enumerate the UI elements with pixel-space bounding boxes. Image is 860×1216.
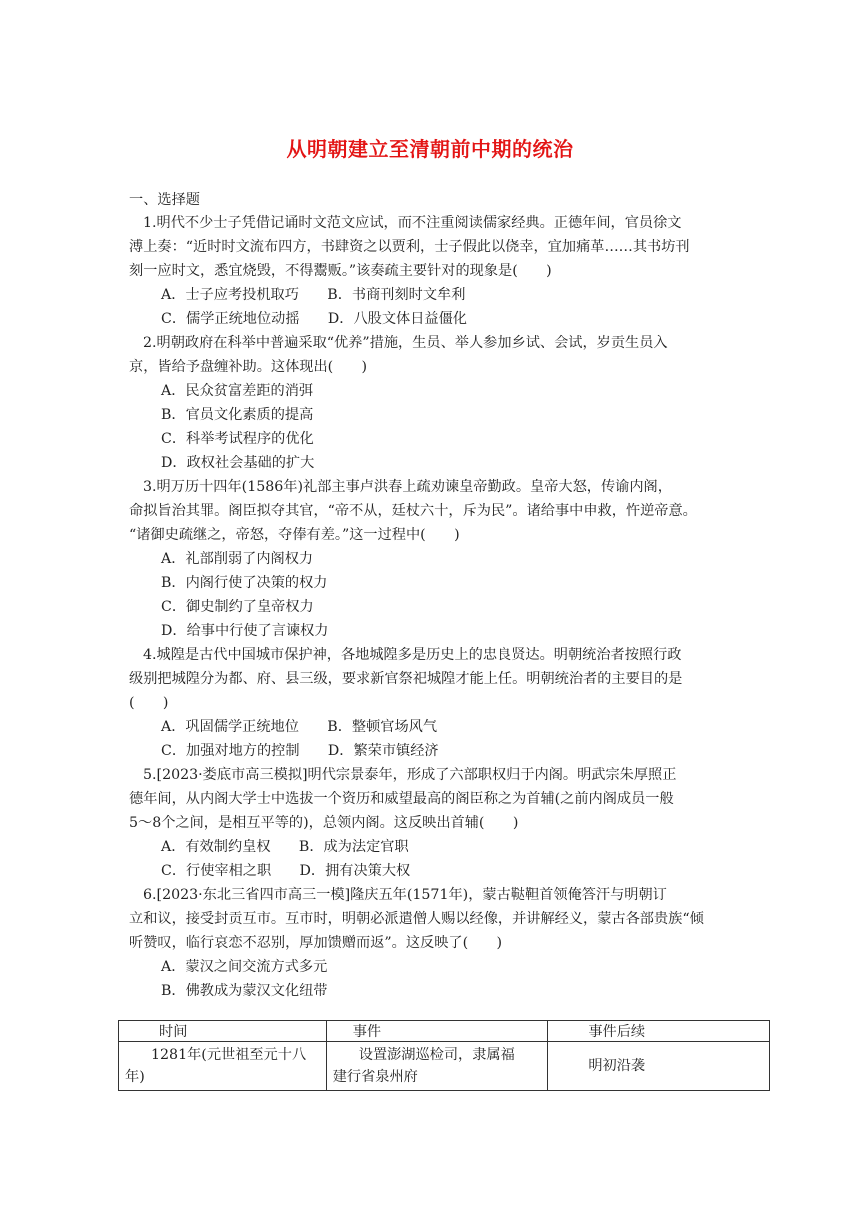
q5-line-2: 德年间，从内阁大学士中选拔一个资历和威望最高的阁臣称之为首辅(之前内阁成员一般	[129, 791, 674, 807]
table-cell-time-line-2: 年)	[125, 1069, 145, 1085]
table-header-follow: 事件后续	[548, 1021, 770, 1042]
q3-option-b: B．内阁行使了决策的权力	[161, 575, 328, 591]
q5-line-3: 5～8个之间，是相互平等的)，总领内阁。这反映出首辅( )	[129, 815, 519, 831]
q2-line-2: 京，皆给予盘缠补助。这体现出( )	[129, 359, 368, 375]
q1-options-ab: A．士子应考投机取巧 B．书商刊刻时文牟利	[161, 287, 466, 303]
q6-line-1: 6.[2023·东北三省四市高三一模]隆庆五年(1571年)，蒙古鞑靼首领俺答汗与明朝订	[143, 887, 667, 903]
q1-line-3: 刻一应时文，悉宜烧毁，不得鬻贩。”该奏疏主要针对的现象是( )	[129, 263, 552, 279]
page-title: 从明朝建立至清朝前中期的统治	[286, 137, 574, 161]
q2-option-a: A．民众贫富差距的消弭	[161, 383, 314, 399]
q3-line-3: “诸御史疏继之，帝怒，夺俸有差。”这一过程中( )	[129, 527, 460, 543]
q2-line-1: 2.明朝政府在科举中普遍采取“优养”措施，生员、举人参加乡试、会试，岁贡生员入	[143, 335, 668, 351]
q4-options-ab: A．巩固儒学正统地位 B．整顿官场风气	[161, 719, 438, 735]
table-cell-follow: 明初沿袭	[548, 1042, 770, 1091]
q6-line-3: 听赞叹，临行哀恋不忍别，厚加馈赠而返”。这反映了( )	[129, 935, 503, 951]
table-cell-event	[326, 1042, 548, 1091]
q3-option-c: C．御史制约了皇帝权力	[161, 599, 314, 615]
section-heading: 一、选择题	[129, 192, 200, 208]
q2-option-d: D．政权社会基础的扩大	[161, 455, 315, 471]
table-header-time: 时间	[119, 1021, 327, 1042]
table-cell-time	[119, 1042, 327, 1091]
q4-line-3: ( )	[129, 695, 169, 711]
q3-line-1: 3.明万历十四年(1586年)礼部主事卢洪春上疏劝谏皇帝勤政。皇帝大怒，传谕内阁，	[143, 479, 672, 495]
q5-line-1: 5.[2023·娄底市高三模拟]明代宗景泰年，形成了六部职权归于内阁。明武宗朱厚照正	[143, 767, 677, 783]
q1-line-2: 溥上奏：“近时时文流布四方，书肆资之以贾利，士子假此以侥幸，宜加痛革……其书坊刊	[129, 239, 690, 255]
q3-line-2: 命拟旨治其罪。阁臣拟夺其官，“帝不从，廷杖六十，斥为民”。诸给事中申救，忤逆帝意。	[129, 503, 697, 519]
table-header-row	[119, 1021, 770, 1042]
q4-line-1: 4.城隍是古代中国城市保护神，各地城隍多是历史上的忠良贤达。明朝统治者按照行政	[143, 647, 682, 663]
table-row	[119, 1042, 770, 1091]
q5-options-ab: A．有效制约皇权 B．成为法定官职	[161, 839, 409, 855]
q1-line-1: 1.明代不少士子凭借记诵时文范文应试，而不注重阅读儒家经典。正德年间，官员徐文	[143, 215, 682, 231]
q3-option-a: A．礼部削弱了内阁权力	[161, 551, 314, 567]
q2-option-b: B．官员文化素质的提高	[161, 407, 314, 423]
table-cell-time-line-1: 1281年(元世祖至元十八	[151, 1047, 307, 1063]
q4-options-cd: C．加强对地方的控制 D．繁荣市镇经济	[161, 743, 439, 759]
q3-option-d: D．给事中行使了言谏权力	[161, 623, 329, 639]
table-cell-event-line-1: 设置澎湖巡检司，隶属福	[358, 1047, 515, 1063]
table-header-event: 事件	[326, 1021, 548, 1042]
table-cell-event-line-2: 建行省泉州府	[332, 1069, 418, 1085]
q5-options-cd: C．行使宰相之职 D．拥有决策大权	[161, 863, 411, 879]
q6-line-2: 立和议，接受封贡互市。互市时，明朝必派遣僧人赐以经像，并讲解经义，蒙古各部贵族“倾	[129, 911, 704, 927]
q1-options-cd: C．儒学正统地位动摇 D．八股文体日益僵化	[161, 311, 467, 327]
q2-option-c: C．科举考试程序的优化	[161, 431, 314, 447]
info-table	[118, 1020, 770, 1091]
q4-line-2: 级别把城隍分为都、府、县三级，要求新官祭祀城隍才能上任。明朝统治者的主要目的是	[129, 671, 683, 687]
q6-option-b: B．佛教成为蒙汉文化纽带	[161, 983, 328, 999]
q6-option-a: A．蒙汉之间交流方式多元	[161, 959, 328, 975]
